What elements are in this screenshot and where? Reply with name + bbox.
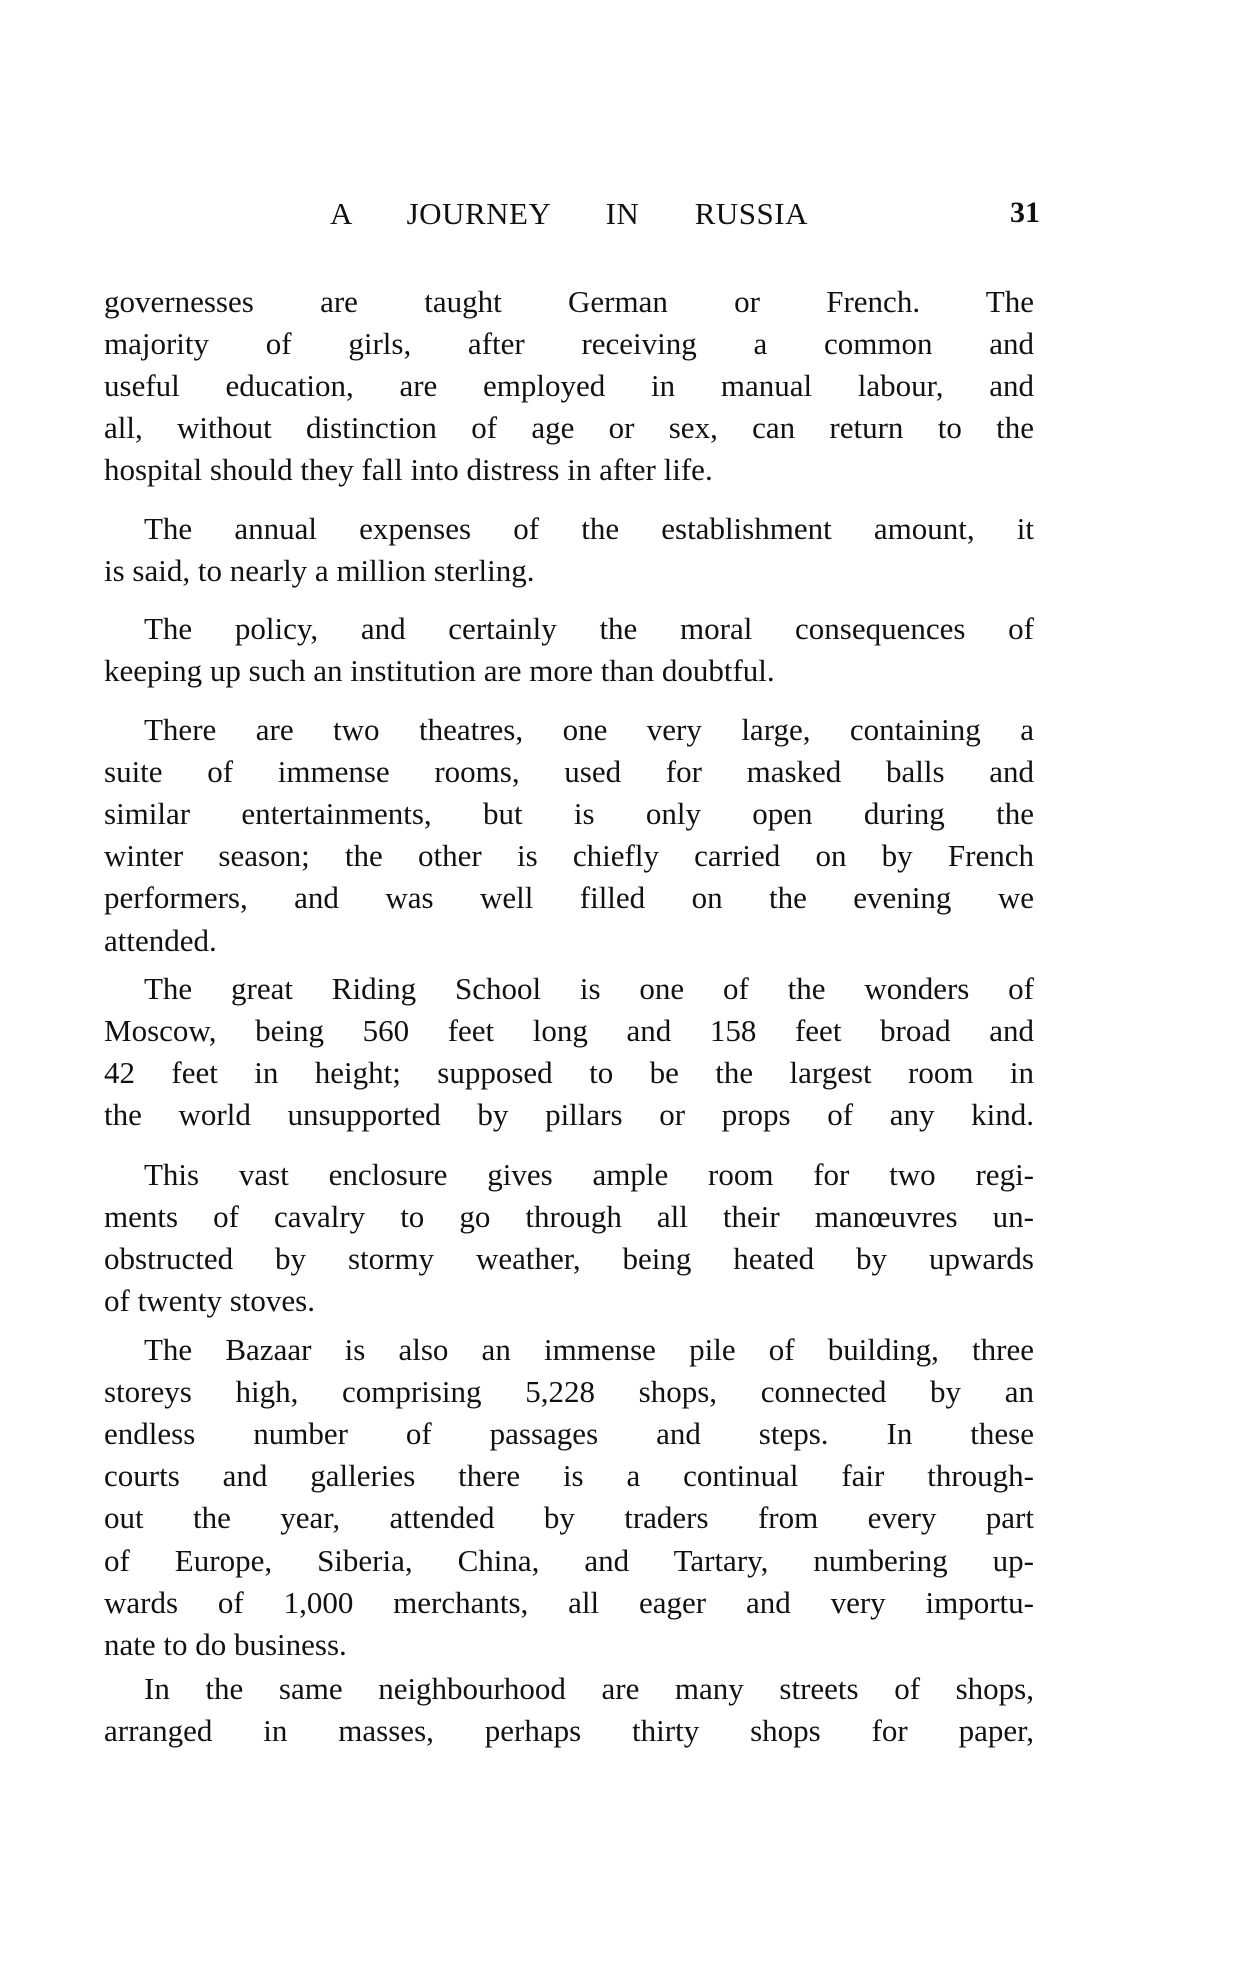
text-line: useful education, are employed in manual labour, and [104,368,1034,404]
text-line: endless number of passages and steps. In these [104,1416,1034,1452]
text-line: The Bazaar is also an immense pile of building, three [144,1332,1034,1367]
text-line: 42 feet in height; supposed to be the largest room in [104,1055,1034,1091]
text-line: similar entertainments, but is only open during the [104,796,1034,832]
text-line: This vast enclosure gives ample room for two regi- [144,1157,1034,1192]
text-line: winter season; the other is chiefly carried on by French [104,838,1034,874]
text-line: governesses are taught German or French. The [104,284,1034,319]
text-line: out the year, attended by traders from every part [104,1500,1034,1536]
text-line: hospital should they fall into distress in after life. [104,452,713,488]
text-line: The annual expenses of the establishment amount, it [144,511,1034,546]
text-line: of Europe, Siberia, China, and Tartary, numbering up- [104,1542,1034,1578]
text-line: arranged in masses, perhaps thirty shops for paper, [104,1713,1034,1749]
text-line: obstructed by stormy weather, being heated by upwards [104,1241,1034,1277]
text-line: is said, to nearly a million sterling. [104,553,535,589]
text-line: majority of girls, after receiving a common and [104,326,1034,362]
text-line: courts and galleries there is a continual fair through- [104,1458,1034,1494]
text-line: The great Riding School is one of the wonders of [144,971,1034,1006]
text-line: all, without distinction of age or sex, can return to the [104,410,1034,446]
running-title: A JOURNEY IN RUSSIA [330,196,808,231]
text-line: performers, and was well filled on the evening we [104,880,1034,916]
text-line: the world unsupported by pillars or props of any kind. [104,1097,1034,1133]
text-line: Moscow, being 560 feet long and 158 feet broad and [104,1013,1034,1049]
text-line: ments of cavalry to go through all their manœuvres un- [104,1199,1034,1235]
text-line: storeys high, comprising 5,228 shops, connected by an [104,1374,1034,1410]
text-line: The policy, and certainly the moral consequences of [144,611,1034,646]
text-line: of twenty stoves. [104,1283,315,1319]
text-line: In the same neighbourhood are many streets of shops, [144,1671,1034,1706]
page-number: 31 [1010,196,1040,229]
text-line: attended. [104,922,217,958]
text-line: keeping up such an institution are more than doubtful. [104,653,775,689]
text-line: nate to do business. [104,1626,347,1662]
text-line: There are two theatres, one very large, containing a [144,712,1034,747]
text-line: wards of 1,000 merchants, all eager and very importu- [104,1584,1034,1620]
text-line: suite of immense rooms, used for masked balls and [104,754,1034,790]
